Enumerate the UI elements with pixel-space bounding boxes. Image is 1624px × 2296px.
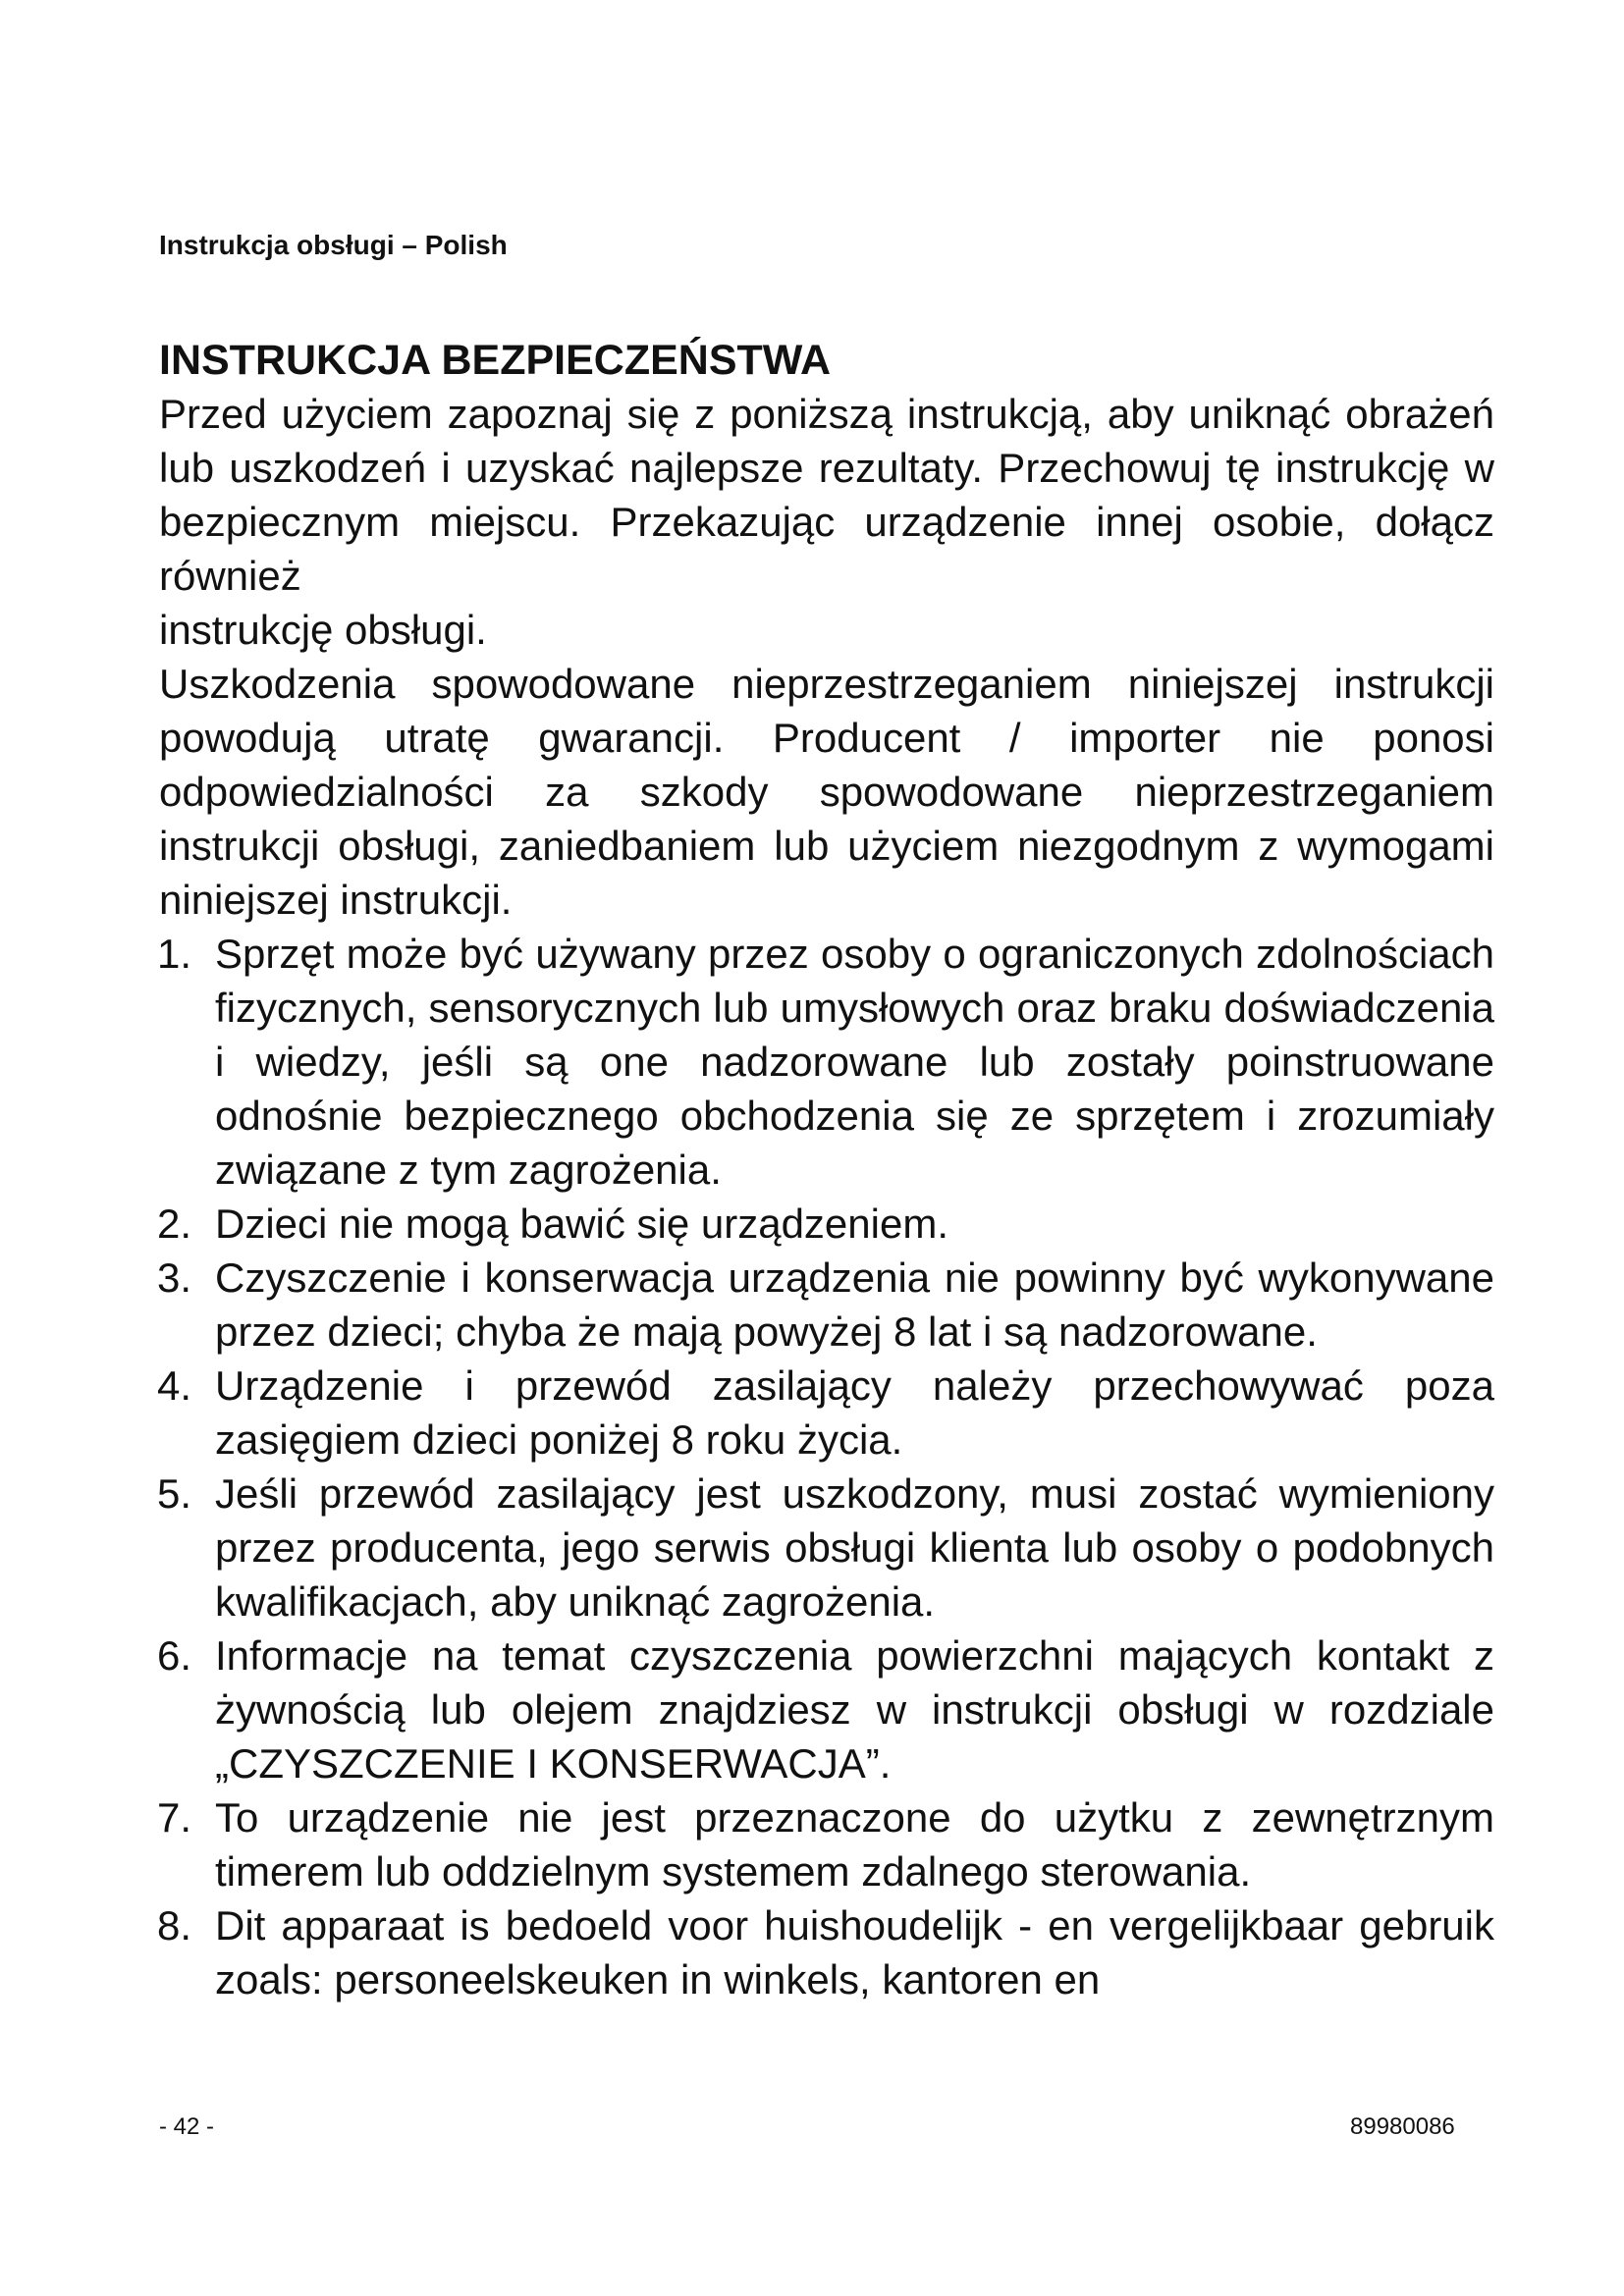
list-item-text: Informacje na temat czyszczenia powierzchni mających kontakt z żywnością lub olejem znajdziesz w instrukcji obsługi w rozdziale „CZYSZCZENIE I KONSERWACJA”. bbox=[215, 1632, 1494, 1787]
list-item-text: Czyszczenie i konserwacja urządzenia nie powinny być wykonywane przez dzieci; chyba że mają powyżej 8 lat i są nadzorowane. bbox=[215, 1255, 1494, 1355]
list-item bbox=[159, 1197, 1494, 1251]
document-body bbox=[159, 334, 1494, 2006]
list-item bbox=[159, 1467, 1494, 1629]
list-item-text: Dzieci nie mogą bawić się urządzeniem. bbox=[215, 1201, 948, 1247]
list-item bbox=[159, 1251, 1494, 1359]
list-item-text: Urządzenie i przewód zasilający należy przechowywać poza zasięgiem dzieci poniżej 8 roku życia. bbox=[215, 1362, 1494, 1463]
section-title: INSTRUKCJA BEZPIECZEŃSTWA bbox=[159, 337, 832, 384]
list-item-number: 5. bbox=[157, 1470, 192, 1517]
intro-paragraph: Przed użyciem zapoznaj się z poniższą instrukcją, aby uniknąć obrażeń lub uszkodzeń i uzyskać najlepsze rezultaty. Przechowuj tę instrukcję w bezpiecznym miejscu. Przekazując urządzenie innej osobie, dołącz również bbox=[159, 391, 1494, 599]
page-number: - 42 - bbox=[159, 2113, 215, 2140]
page-header: Instrukcja obsługi – Polish bbox=[159, 230, 508, 260]
list-item-number: 2. bbox=[157, 1201, 192, 1247]
list-item bbox=[159, 1790, 1494, 1898]
list-item-number: 7. bbox=[157, 1794, 192, 1841]
list-item-number: 8. bbox=[157, 1902, 192, 1949]
document-code: 89980086 bbox=[1350, 2113, 1455, 2140]
list-item bbox=[159, 1629, 1494, 1790]
list-item-number: 1. bbox=[157, 931, 192, 977]
list-item-number: 4. bbox=[157, 1362, 192, 1409]
list-item-text: Dit apparaat is bedoeld voor huishoudelijk - en vergelijkbaar gebruik zoals: personeelskeuken in winkels, kantoren en bbox=[215, 1902, 1494, 2002]
list-item bbox=[159, 1359, 1494, 1467]
warranty-paragraph: Uszkodzenia spowodowane nieprzestrzeganiem niniejszej instrukcji powodują utratę gwarancji. Producent / importer nie ponosi odpowiedzialności za szkody spowodowane nieprzestrzeganiem instrukcji obsługi, zaniedbaniem lub użyciem niezgodnym z wymogami niniejszej instrukcji. bbox=[159, 661, 1494, 923]
list-item bbox=[159, 927, 1494, 1197]
list-item-number: 6. bbox=[157, 1632, 192, 1679]
safety-list bbox=[159, 927, 1494, 2006]
list-item bbox=[159, 1898, 1494, 2006]
intro-paragraph-tail: instrukcję obsługi. bbox=[159, 607, 487, 653]
list-item-text: Jeśli przewód zasilający jest uszkodzony, musi zostać wymieniony przez producenta, jego serwis obsługi klienta lub osoby o podobnych kwalifikacjach, aby uniknąć zagrożenia. bbox=[215, 1470, 1494, 1625]
list-item-text: To urządzenie nie jest przeznaczone do użytku z zewnętrznym timerem lub oddzielnym systemem zdalnego sterowania. bbox=[215, 1794, 1494, 1895]
list-item-number: 3. bbox=[157, 1255, 192, 1301]
list-item-text: Sprzęt może być używany przez osoby o ograniczonych zdolnościach fizycznych, sensorycznych lub umysłowych oraz braku doświadczenia i wiedzy, jeśli są one nadzorowane lub zostały poinstruowane odnośnie bezpiecznego obchodzenia się ze sprzętem i zrozumiały związane z tym zagrożenia. bbox=[215, 931, 1494, 1193]
